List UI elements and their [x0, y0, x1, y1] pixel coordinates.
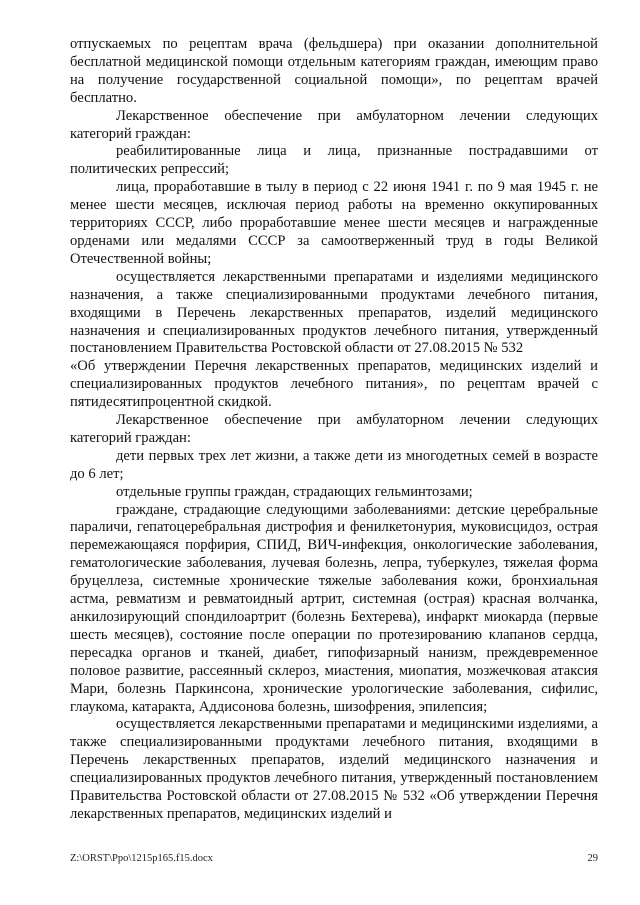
paragraph: осуществляется лекарственными препаратами и медицинскими изделиями, а также специализированными продуктами лечебного питания, входящими в Перечень лекарственных препаратов, изделий медицинского назначения и специализированных продуктов лечебного питания, утвержденный постановлением Правительства Ростовской области от 27.08.2015 № 532 «Об утверждении Перечня лекарственных препаратов, медицинских изделий и [70, 716, 598, 822]
paragraph: Лекарственное обеспечение при амбулаторном лечении следующих категорий граждан: [70, 107, 598, 142]
paragraph: «Об утверждении Перечня лекарственных препаратов, медицинских изделий и специализированных продуктов лечебного питания», по рецептам врачей с пятидесятипроцентной скидкой. [70, 358, 598, 411]
paragraph: осуществляется лекарственными препаратами и изделиями медицинского назначения, а также специализированными продуктами лечебного питания, входящими в Перечень лекарственных препаратов, изделий медицинского назначения и специализированных продуктов лечебного питания, утвержденный постановлением Правительства Ростовской области от 27.08.2015 № 532 [70, 268, 598, 357]
paragraph: отпускаемых по рецептам врача (фельдшера) при оказании дополнительной бесплатной медицинской помощи отдельным категориям граждан, имеющим право на получение государственной социальной помощи», по рецептам врачей бесплатно. [70, 36, 598, 106]
page-number: 29 [587, 853, 598, 864]
paragraph: лица, проработавшие в тылу в период с 22 июня 1941 г. по 9 мая 1945 г. не менее шести месяцев, исключая период работы на временно оккупированных территориях СССР, либо проработавшие менее шести месяцев и награжденные орденами или медалями СССР за самоотверженный труд в годы Великой Отечественной войны; [70, 179, 598, 267]
document-body [70, 36, 598, 824]
footer-file-path: Z:\ORST\Ppo\1215p165.f15.docx [70, 853, 213, 864]
paragraph: отдельные группы граждан, страдающих гельминтозами; [116, 483, 473, 500]
paragraph: дети первых трех лет жизни, а также дети из многодетных семей в возрасте до 6 лет; [70, 447, 598, 482]
paragraph: Лекарственное обеспечение при амбулаторном лечении следующих категорий граждан: [70, 412, 598, 446]
page-footer [70, 853, 598, 864]
paragraph: реабилитированные лица и лица, признанные пострадавшими от политических репрессий; [70, 143, 598, 178]
paragraph: граждане, страдающие следующими заболеваниями: детские церебральные параличи, гепатоцеребральная дистрофия и фенилкетонурия, муковисцидоз, острая перемежающаяся порфирия, СПИД, ВИЧ-инфекция, онкологические заболевания, гематологические заболевания, лучевая болезнь, лепра, туберкулез, тяжелая форма бруцеллеза, системные хронические тяжелые заболевания кожи, бронхиальная астма, ревматизм и ревматоидный артрит, системная (острая) красная волчанка, анкилозирующий спондилоартрит (болезнь Бехтерева), инфаркт миокарда (первые шесть месяцев), состояние после операции по протезированию клапанов сердца, пересадка органов и тканей, диабет, гипофизарный нанизм, преждевременное половое развитие, рассеянный склероз, миастения, миопатия, мозжечковая атаксия Мари, болезнь Паркинсона, хронические урологические заболевания, сифилис, глаукома, катаракта, Аддисонова болезнь, шизофрения, эпилепсия; [70, 501, 598, 715]
